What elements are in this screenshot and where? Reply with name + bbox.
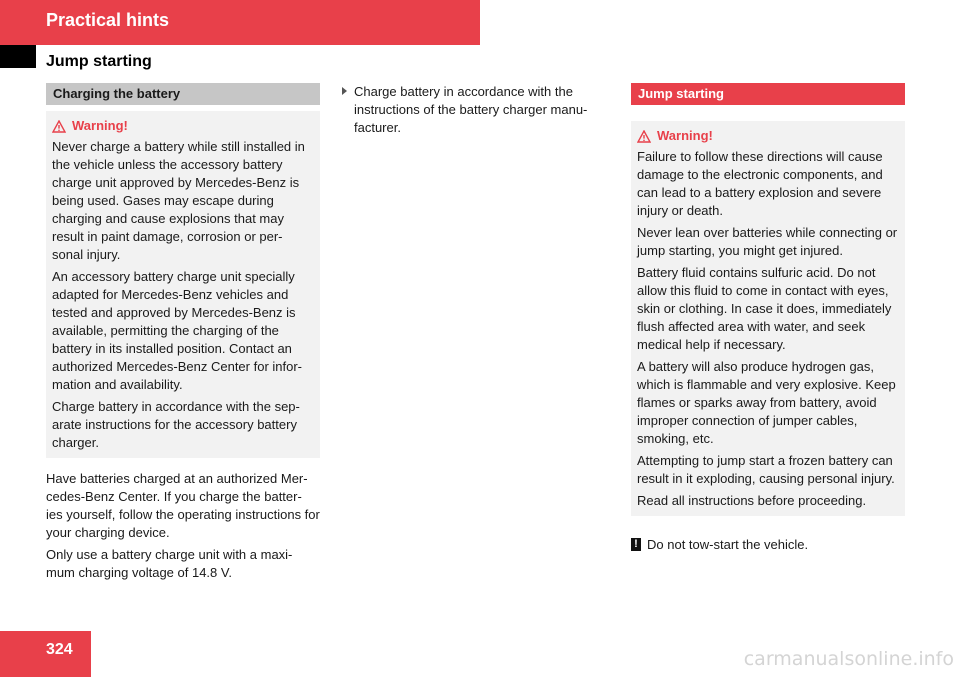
charging-body bbox=[46, 470, 320, 582]
warning-box-jump bbox=[631, 121, 905, 516]
warning-paragraph: Battery fluid contains sulfuric acid. Do not allow this fluid to come in contact with eyes, skin or clothing. In case it does, immediately flush affected area with water, and seek medical help if necessary. bbox=[637, 265, 892, 352]
warning-paragraph: An accessory battery charge unit specially adapted for Mercedes-Benz vehicles and tested and approved by Mercedes-Benz is available, permitting the charging of the battery in its installed position. Contact an authorized Mercedes-Benz Center for infor- mation and availability. bbox=[52, 269, 303, 392]
body-paragraph: Only use a battery charge unit with a maxi- mum charging voltage of 14.8 V. bbox=[46, 547, 293, 580]
warning-paragraph: Charge battery in accordance with the sep- arate instructions for the accessory battery charger. bbox=[52, 399, 300, 450]
section-heading-charging: Charging the battery bbox=[46, 83, 320, 105]
warning-title bbox=[637, 127, 899, 145]
warning-paragraph: Never lean over batteries while connecting or jump starting, you might get injured. bbox=[637, 225, 898, 258]
warning-triangle-icon bbox=[637, 130, 651, 143]
warning-paragraph: Read all instructions before proceeding. bbox=[637, 493, 867, 508]
watermark: carmanualsonline.info bbox=[743, 648, 954, 670]
warning-paragraph: Failure to follow these directions will cause damage to the electronic components, and can lead to a battery explosion and severe injury or death. bbox=[637, 149, 883, 218]
bullet-text: Charge battery in accordance with the instructions of the battery charger manu- facturer. bbox=[354, 84, 588, 135]
warning-paragraph: A battery will also produce hydrogen gas, which is flammable and very explosive. Keep flames or sparks away from battery, avoid improper connection of jumper cables, smoking, etc. bbox=[637, 359, 896, 446]
exclamation-icon: ! bbox=[631, 538, 641, 551]
warning-triangle-icon bbox=[52, 120, 66, 133]
page-number: 324 bbox=[46, 641, 73, 658]
warning-paragraph: Never charge a battery while still installed in the vehicle unless the accessory battery charge unit approved by Mercedes-Benz is being used. Gases may escape during charging and cause explosions that may result in paint damage, corrosion or per- sonal injury. bbox=[52, 139, 305, 262]
triangle-arrow-icon bbox=[342, 87, 347, 95]
section-heading-jump-starting: Jump starting bbox=[631, 83, 905, 105]
page-title: Practical hints bbox=[46, 10, 170, 30]
warning-box-charging bbox=[46, 111, 320, 458]
instruction-bullet bbox=[340, 83, 605, 137]
column-middle bbox=[340, 83, 605, 137]
warning-title bbox=[52, 117, 314, 135]
warning-title-text: Warning! bbox=[72, 118, 128, 133]
warning-title-text: Warning! bbox=[657, 128, 713, 143]
page-subtitle: Jump starting bbox=[46, 53, 152, 70]
body-paragraph: Have batteries charged at an authorized Mer- cedes-Benz Center. If you charge the batter- ies yourself, follow the operating instructions for your charging device. bbox=[46, 471, 320, 540]
header-tab-marker bbox=[0, 45, 36, 68]
note-text: Do not tow-start the vehicle. bbox=[647, 537, 809, 552]
column-charging bbox=[46, 83, 320, 586]
warning-paragraph: Attempting to jump start a frozen battery can result in it exploding, causing personal injury. bbox=[637, 453, 895, 486]
note-row bbox=[631, 536, 905, 554]
column-jump-starting bbox=[631, 83, 905, 554]
